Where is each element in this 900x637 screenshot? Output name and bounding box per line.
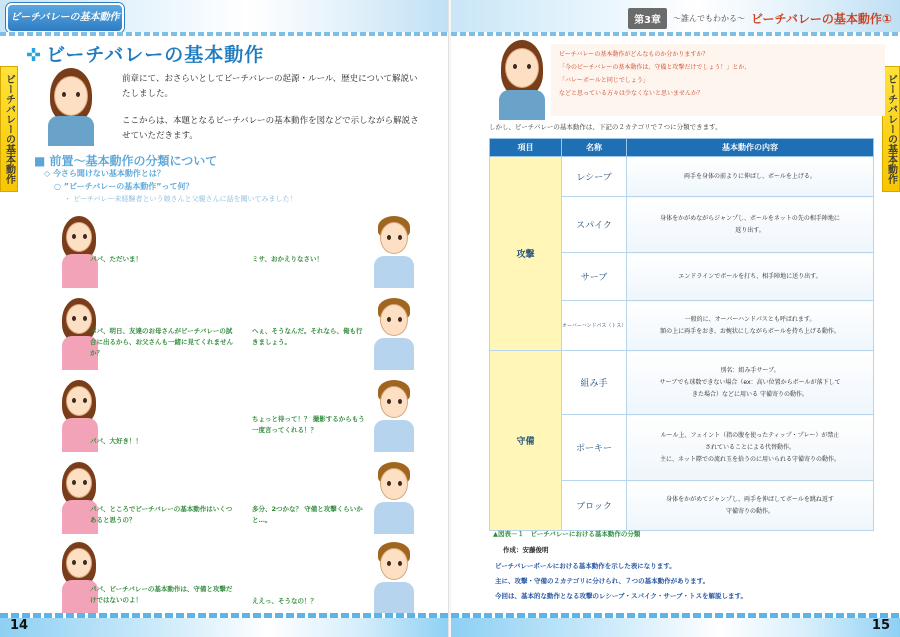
move-name: 組み手 — [562, 351, 627, 415]
conversation-row — [56, 460, 418, 538]
father-avatar — [370, 540, 418, 614]
move-description — [627, 415, 874, 481]
intro-line: ビーチバレーの基本動作がどんなものか分かりますか？ — [559, 51, 709, 58]
desc-line: エンドラインでボールを打ち、相手陣地に送り出す。 — [678, 272, 822, 280]
table-note: 今回は、基本的な動作となる攻撃のレシーブ・スパイク・サーブ・トスを解説します。 — [495, 592, 747, 600]
left-header-bar — [0, 0, 449, 36]
girl-speech: パパ、ビーチバレーの基本動作は、守備と攻撃だけではないのよ！ — [90, 585, 233, 604]
move-description — [627, 301, 874, 351]
left-page — [0, 0, 449, 637]
intro-line: 「今のビーチバレーの基本動作は、守備と攻撃だけでしょう！」とか、 — [559, 64, 751, 71]
section-title-text: ビーチバレーの基本動作 — [46, 44, 265, 66]
desc-line: 主に、ネット際での流れ玉を拾うのに用いられる守備寄りの動作。 — [659, 455, 840, 463]
move-name: スパイク — [562, 197, 627, 253]
subheading-classification: ■ 前置〜基本動作の分類について — [34, 154, 218, 168]
conversation-row — [56, 540, 418, 618]
page-number-right: 15 — [871, 618, 890, 633]
move-name: オーバーハンドパス（トス） — [562, 301, 627, 351]
move-name: レシーブ — [562, 157, 627, 197]
table-header-row — [490, 139, 874, 157]
girl-avatar — [56, 214, 104, 288]
narrator-avatar — [40, 68, 102, 146]
basic-moves-table — [489, 138, 874, 531]
table-lead-text: しかし、ビーチバレーの基本動作は、下記の２カテゴリで７つに分類できます。 — [489, 123, 722, 131]
header-stripe — [0, 32, 449, 36]
table-caption: ▲図表－１ ビーチバレーにおける基本動作の分類 — [493, 530, 641, 538]
left-side-tab: ビーチバレーの基本動作 — [0, 66, 18, 192]
table-row — [490, 351, 874, 415]
conversation-row — [56, 296, 418, 374]
father-speech: 多分、2つかな？ 守備と攻撃くらいかと…。 — [252, 505, 363, 524]
table-author: 作成：安藤俊明 — [503, 546, 549, 554]
desc-line: 額の上に両手をおき、お椀状にしながらボールを持ち上げる動作。 — [660, 327, 840, 335]
conversation-row — [56, 378, 418, 456]
section-title — [26, 40, 264, 67]
move-description — [627, 481, 874, 531]
move-name: ポーキー — [562, 415, 627, 481]
father-avatar — [370, 214, 418, 288]
subheading-what-is: ○ ”ビーチバレーの基本動作”って何？ — [54, 182, 194, 191]
right-header-bar — [451, 0, 900, 36]
left-footer-bar — [0, 613, 449, 637]
header-description: 基本動作の内容 — [627, 139, 874, 157]
table-note: ビーチバレーボールにおける基本動作を示した表になります。 — [495, 562, 676, 570]
left-intro-text — [122, 72, 422, 156]
subheading-question: ◇ 今さら聞けない基本動作とは？ — [44, 169, 165, 178]
father-avatar — [370, 378, 418, 452]
desc-line: されていることによる代替動作。 — [704, 443, 795, 451]
desc-line: 守備寄りの動作。 — [725, 507, 774, 515]
intro-line: などと思っている方々は少なくないと思いませんか？ — [559, 90, 704, 97]
chapter-title: ビーチバレーの基本動作① — [751, 11, 892, 26]
desc-line: 身体をかがめてジャンプし、両手を伸ばしてボールを跳ね返す — [666, 495, 834, 503]
move-name: サーブ — [562, 253, 627, 301]
right-intro-text — [559, 48, 879, 100]
header-name: 名称 — [562, 139, 627, 157]
narrator-avatar — [489, 40, 555, 120]
father-speech: ちょっと待って！？ 撮影するからもう一度言ってくれる！？ — [252, 415, 365, 434]
girl-speech: パパ、ただいま！ — [90, 255, 142, 263]
desc-line: 別名：組み手サーブ。 — [720, 366, 780, 374]
header-logo: ビーチバレーの基本動作 — [6, 3, 124, 33]
father-avatar — [370, 296, 418, 370]
subheading-interview: ・ ビーチバレー未経験者という娘さんと父親さんに話を聞いてみました！ — [64, 195, 297, 203]
move-name: ブロック — [562, 481, 627, 531]
intro-line: 「バレーボールと同じでしょう」 — [559, 77, 649, 84]
intro-paragraph-2: ここからは、本題となるビーチバレーの基本動作を図などで示しながら解説させていただきます。 — [122, 116, 419, 141]
desc-line: ルール上、フェイント（指の腹を使ったティップ・プレー）が禁止 — [660, 431, 840, 439]
move-description — [627, 351, 874, 415]
father-speech: へぇ、そうなんだ。それなら、俺も行きましょう。 — [252, 327, 363, 346]
category-attack: 攻撃 — [490, 157, 562, 351]
move-description — [627, 157, 874, 197]
girl-speech: パパ、大好き！！ — [90, 437, 142, 445]
desc-line: きた場合）などに用いる 守備寄りの動作。 — [692, 390, 808, 398]
desc-line: 身体をかがめながらジャンプし、ボールをネットの先の相手陣地に — [660, 214, 840, 222]
chapter-label: 第3章 — [628, 8, 667, 29]
girl-speech: パパ、明日、友達のお母さんがビーチバレーの試合に出るから、お父さんも一緒に見てくれませんか？ — [90, 327, 233, 357]
desc-line: 返り出す。 — [735, 226, 765, 234]
diamond-bullet-icon: ✜ — [26, 45, 43, 66]
desc-line: 一般的に、オーバーハンドパスとも呼ばれます。 — [684, 315, 816, 323]
right-side-tab: ビーチバレーの基本動作 — [882, 66, 900, 192]
right-page — [451, 0, 900, 637]
move-description — [627, 253, 874, 301]
father-avatar — [370, 460, 418, 534]
header-category: 項目 — [490, 139, 562, 157]
table-note: 主に、攻撃・守備の２カテゴリに分けられ、７つの基本動作があります。 — [495, 577, 710, 585]
desc-line: 両手を身体の前よりに伸ばし、ボールを上げる。 — [684, 172, 816, 180]
right-footer-bar — [451, 613, 900, 637]
table-row — [490, 157, 874, 197]
intro-paragraph-1: 前章にて、おさらいとしてビーチバレーの起源・ルール、歴史について解説いたしました。 — [122, 74, 418, 99]
conversation-row — [56, 214, 418, 292]
desc-line: サーブでも球数できない場合（ex：高い位置からボールが落下して — [659, 378, 841, 386]
page-number-left: 14 — [10, 618, 29, 633]
father-speech: ええっ、そうなの！？ — [252, 597, 317, 605]
move-description — [627, 197, 874, 253]
girl-speech: パパ、ところでビーチバレーの基本動作はいくつあると思うの？ — [90, 505, 233, 524]
category-defense: 守備 — [490, 351, 562, 531]
chapter-heading — [628, 6, 892, 30]
father-speech: ミサ、おかえりなさい！ — [252, 255, 324, 263]
chapter-subtitle: 〜誰んでもわかる〜 — [673, 13, 746, 23]
